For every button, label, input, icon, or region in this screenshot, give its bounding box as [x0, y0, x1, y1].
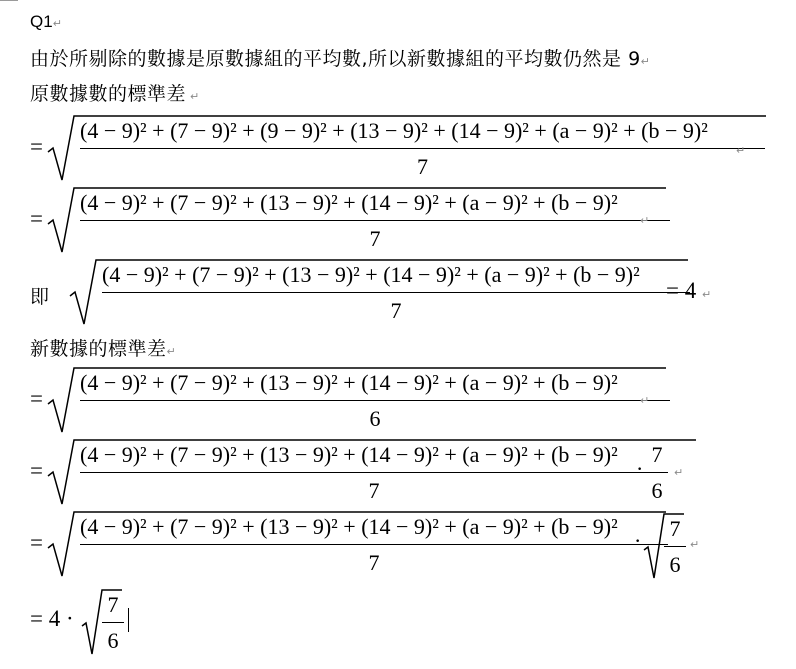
fraction [80, 188, 670, 254]
equals-sign: = [30, 206, 43, 231]
equals-sign: = [30, 530, 43, 555]
equation-rewrite [30, 436, 730, 508]
fraction-bar [80, 220, 670, 221]
numerator: 7 [651, 442, 663, 467]
fraction-bar [664, 546, 686, 547]
denominator: 7 [390, 298, 402, 323]
denominator: 6 [369, 406, 381, 431]
fraction-bar [80, 472, 668, 473]
original-sd-text: 原數據數的標準差 [30, 83, 187, 105]
ji-label: 即 [30, 286, 50, 308]
question-heading [30, 12, 62, 32]
denominator: 7 [368, 478, 380, 503]
denominator: 7 [368, 550, 380, 575]
paragraph-mark-icon: ↵ [640, 214, 650, 227]
fraction-bar [80, 148, 765, 149]
numerator: (4 − 9)² + (7 − 9)² + (13 − 9)² + (14 − 9)² + (a − 9)² + (b − 9)² [80, 370, 618, 395]
text-cursor [128, 608, 129, 632]
fraction-seven-sixths [646, 440, 668, 506]
page-corner-mark [0, 0, 18, 3]
paragraph-mark-icon: ↵ [640, 394, 650, 407]
fraction-bar [80, 400, 670, 401]
numerator: (4 − 9)² + (7 − 9)² + (9 − 9)² + (13 − 9)² + (14 − 9)² + (a − 9)² + (b − 9)² [80, 118, 708, 143]
paragraph-mark-icon: ↵ [52, 17, 62, 30]
equation-original-sd [30, 112, 770, 184]
numerator: (4 − 9)² + (7 − 9)² + (13 − 9)² + (14 − 9)² + (a − 9)² + (b − 9)² [80, 190, 618, 215]
new-sd-text: 新數據的標準差 [30, 338, 167, 360]
fraction-bar [80, 544, 668, 545]
numerator: (4 − 9)² + (7 − 9)² + (13 − 9)² + (14 − 9)² + (a − 9)² + (b − 9)² [80, 514, 618, 539]
final-answer [30, 584, 170, 656]
fraction [80, 116, 765, 182]
original-sd-label [30, 79, 200, 106]
fraction [80, 512, 668, 578]
multiply-dot: · [634, 528, 642, 553]
equals-sign: = [30, 458, 43, 483]
paragraph-mark-icon: ↵ [674, 466, 684, 479]
final-prefix: = 4 · [30, 606, 74, 631]
paragraph-mark-icon: ↵ [640, 55, 651, 68]
fraction-bar [102, 622, 124, 623]
fraction-seven-sixths [664, 514, 686, 580]
multiply-dot: · [636, 456, 644, 481]
equation-new-sd [30, 364, 690, 436]
fraction [102, 260, 690, 326]
numerator: 7 [107, 592, 119, 617]
equals-sign: = [30, 134, 43, 159]
heading-text: Q1 [30, 12, 53, 31]
numerator: 7 [669, 516, 681, 541]
equals-sign: = [30, 386, 43, 411]
explanation-text: 由於所剔除的數據是原數據組的平均數,所以新數據組的平均數仍然是 9 [30, 48, 641, 70]
explanation-paragraph [30, 44, 650, 71]
numerator: (4 − 9)² + (7 − 9)² + (13 − 9)² + (14 − 9)² + (a − 9)² + (b − 9)² [80, 442, 618, 467]
fraction [80, 368, 670, 434]
denominator: 7 [369, 226, 381, 251]
denominator: 6 [107, 628, 119, 653]
equation-separated [30, 508, 730, 582]
denominator: 6 [669, 552, 681, 577]
new-sd-label [30, 334, 176, 361]
fraction-bar [646, 472, 668, 473]
fraction-bar [102, 292, 690, 293]
fraction-seven-sixths [102, 590, 124, 656]
denominator: 7 [417, 154, 428, 179]
equation-given [30, 256, 730, 328]
paragraph-mark-icon: ↵ [690, 538, 700, 551]
equation-simplified [30, 184, 690, 256]
paragraph-mark-icon: ↵ [190, 90, 200, 103]
numerator: (4 − 9)² + (7 − 9)² + (13 − 9)² + (14 − 9)² + (a − 9)² + (b − 9)² [102, 262, 640, 287]
denominator: 6 [651, 478, 663, 503]
paragraph-mark-icon: ↵ [166, 345, 177, 358]
paragraph-mark-icon: ↵ [702, 288, 712, 301]
paragraph-mark-icon: ↵ [736, 144, 746, 157]
equals-four: = 4 [666, 278, 697, 303]
fraction [80, 440, 668, 506]
